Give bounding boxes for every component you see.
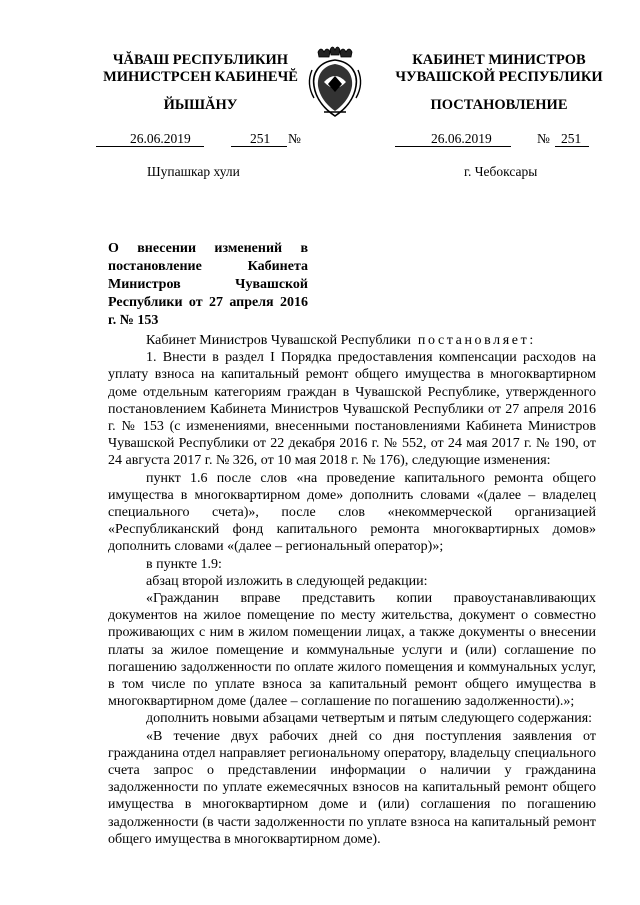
- paragraph-4: абзац второй изложить в следующей редакции:: [146, 573, 428, 589]
- paragraph-3: в пункте 1.9:: [146, 556, 222, 572]
- document-body: [108, 332, 596, 848]
- place-right: г. Чебоксары: [464, 164, 538, 179]
- number-sign-right: №: [537, 131, 550, 146]
- date-underline-left: [96, 146, 204, 147]
- place-left: Шупашкар хули: [147, 164, 240, 179]
- header-right-line1: КАБИНЕТ МИНИСТРОВ: [412, 52, 586, 68]
- date-left: 26.06.2019: [130, 131, 191, 146]
- doc-kind-right: ПОСТАНОВЛЕНИЕ: [430, 97, 568, 113]
- number-underline-right: [555, 146, 589, 147]
- number-sign-left: №: [288, 131, 301, 146]
- number-underline-left: [231, 146, 287, 147]
- preamble-decree-word: постановляет:: [417, 333, 536, 348]
- dateline-left: [96, 131, 316, 149]
- date-underline-right: [395, 146, 511, 147]
- coat-of-arms-emblem: [304, 40, 366, 120]
- header-right-line2: ЧУВАШСКОЙ РЕСПУБЛИКИ: [395, 69, 603, 85]
- header-left-line1: ЧĂВАШ РЕСПУБЛИКИН: [112, 52, 289, 68]
- dateline-right: [395, 131, 615, 149]
- paragraph-2: пункт 1.6 после слов «на проведение капитального ремонта общего имущества в многоквартирном доме» дополнить словами «(далее – владелец специального счета)», после слов «некоммерческой организацией «Республиканский фонд капитального ремонта многоквартирных домов» дополнить словами «(далее – региональный оператор)»;: [108, 470, 596, 555]
- paragraph-6: дополнить новыми абзацами четвертым и пятым следующего содержания:: [146, 711, 593, 727]
- number-left: 251: [250, 131, 271, 146]
- header-right: [388, 52, 610, 86]
- preamble: [108, 332, 596, 349]
- doc-kind-left: ЙЫШĂНУ: [163, 97, 238, 113]
- date-right: 26.06.2019: [431, 131, 492, 146]
- header-left-line2: МИНИСТРСЕН КАБИНЕЧĔ: [103, 69, 298, 85]
- document-title: О внесении изменений в постановление Кабинета Министров Чувашской Республики от 27 апреля 2016 г. № 153: [108, 241, 308, 328]
- paragraph-5: «Гражданин вправе представить копии правоустанавливающих документов на жилое помещение по месту жительства, документ о совместно проживающих с ним в жилом помещении лицах, а также документы о внесении платы за жилое помещение и коммунальные услуги и (или) соглашение по погашению задолженности по оплате жилого помещения и коммунальных услуг, в том числе по уплате взноса за капитальный ремонт общего имущества в многоквартирном доме (далее – соглашение по погашению задолженности).»;: [108, 591, 596, 710]
- paragraph-7: «В течение двух рабочих дней со дня поступления заявления от гражданина отдел направляет региональному оператору, владельцу специального счета запрос о представлении информации о наличии у гражданина задолженности по уплате ежемесячных взносов на капитальный ремонт общего имущества в многоквартирном доме и (или) соглашения по погашению задолженности (в части задолженности по уплате взноса на капитальный ремонт общего имущества в многоквартирном доме).: [108, 728, 596, 847]
- header-left: [93, 52, 308, 86]
- number-right: 251: [561, 131, 582, 146]
- paragraph-1: 1. Внести в раздел I Порядка предоставления компенсации расходов на уплату взноса на капитальный ремонт общего имущества в многоквартирном доме отдельным категориям граждан в Чувашской Республике, утвержденного постановлением Кабинета Министров Чувашской Республики от 27 апреля 2016 г. № 153 (с изменениями, внесенными постановлениями Кабинета Министров Чувашской Республики от 22 декабря 2016 г. № 552, от 24 мая 2017 г. № 190, от 24 августа 2017 г. № 326, от 10 мая 2018 г. № 176), следующие изменения:: [108, 350, 596, 469]
- preamble-text: Кабинет Министров Чувашской Республики: [146, 333, 411, 348]
